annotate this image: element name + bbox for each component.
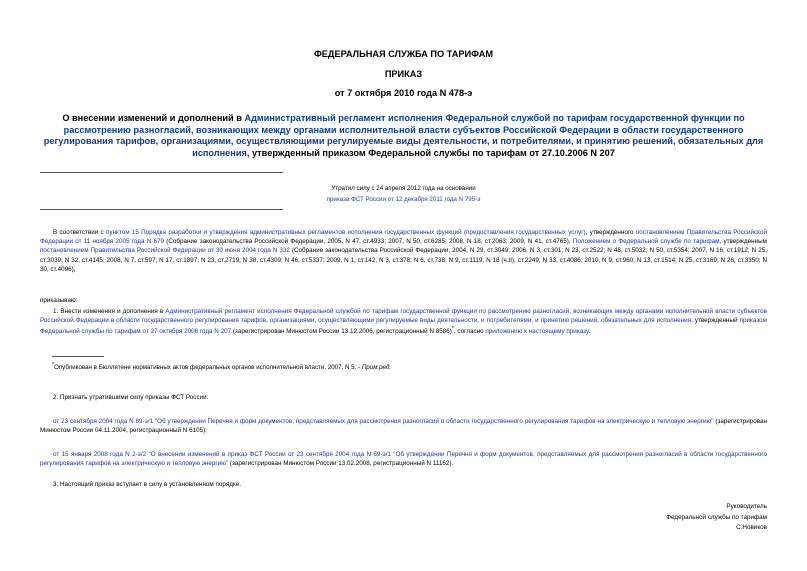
signature-position: Руководитель bbox=[726, 503, 767, 510]
link-government-decree-332[interactable]: постановлением Правительства Российской Федерации от 30 июня 2004 года N 332 bbox=[40, 247, 290, 255]
document-title bbox=[40, 113, 767, 159]
status-line-1: Утратил силу с 24 апреля 2012 года на основании bbox=[331, 185, 476, 192]
divider-top bbox=[40, 172, 283, 173]
signature-block bbox=[567, 502, 767, 534]
link-government-decree-679[interactable]: постановлением Правительства Российской Федерации от 11 ноября 2005 года N 679 bbox=[40, 229, 767, 246]
footnote-marker: * bbox=[451, 326, 454, 333]
signature-organization: Федеральной службы по тарифам bbox=[666, 513, 767, 521]
link-procedure-point-15[interactable]: пунктом 15 Порядка разработки и утверждения административных регламентов исполнения государственных функций (предоставления государственных услуг) bbox=[106, 229, 586, 236]
orders-word: приказываю: bbox=[40, 297, 78, 304]
item-2-heading: 2. Признать утратившими силу приказы ФСТ России: bbox=[53, 394, 209, 401]
doc-date-number: от 7 октября 2010 года N 478-э bbox=[334, 88, 473, 98]
title-regulation-link[interactable]: Административный регламент исполнения Федеральной службой по тарифам государственной функции по рассмотрению разногласий, возникающих между органами исполнительной власти субъектов Российской Федерации в области государственного регулирования тарифов, организациями, осуществляющими регулируемые виды деятельности, и потребителями, и принятию решений, обязательных для исполнения bbox=[43, 113, 764, 158]
footnote-divider bbox=[52, 356, 104, 357]
link-administrative-regulation[interactable]: Административный регламент исполнения Федеральной службой по тарифам государственной функции по рассмотрению разногласий, возникающих между органами исполнительной власти субъектов Российской Федерации в области государственного регулирования тарифов, организациями, осуществляющими регулируемые виды деятельности, и потребителями, и принятию решений, обязательных для исполнения bbox=[40, 308, 767, 325]
signature-name: С.Новиков bbox=[736, 524, 767, 531]
link-appendix[interactable]: приложению к настоящему приказу bbox=[485, 328, 589, 336]
link-order-89-e-1[interactable]: от 23 сентября 2004 года N 89-э/1 "Об утверждении Перечня и форм документов, представляемых для рассмотрения разногласий в области государственного регулирования тарифов на электрическую и тепловую энергию" bbox=[53, 418, 714, 425]
status-repeal-link[interactable]: приказа ФСТ России от 12 декабря 2011 года N 795-э bbox=[326, 196, 481, 203]
preamble-paragraph: В соответствии с пунктом 15 Порядка разработки и утверждения административных регламентов исполнения государственных функций (предоставления государственных услуг), утвержденного постановлением Правительства Российской Федерации от 11 ноября 2005 года N 679 (Собрание законодательства Российской Федерации, 2005, N 47, ст.4933; 2007, N 50, ст.6285; 2008, N 18, ст.2063; 2009, N 41, ст.4765), Положением о Федеральной службе по тарифам, утвержденным постановлением Правительства Российской Федерации от 30 июня 2004 года N 332 (Собрание законодательства Российской Федерации, 2004, N 29, ст.3049; 2006, N 3, ст.301; N 23, ст.2522; N 48, ст.5032; N 50, ст.5354; 2007, N 16, ст.1912; N 25, ст.3039; N 32, ст.4145; 2008, N 7, ст.597; N 17, ст.1897; N 23, ст.2719; N 38, ст.4309; N 46, ст.5337; 2009, N 1, ст.142; N 3, ст.378; N 6, ст.738; N 9, ст.1119; N 18 (ч.II), ст.2249; N 33, ст.4086; 2010, N 9, ст.960; N 13, ст.1514; N 25, ст.3169; N 26, ст.3350; N 30, ст.4096), bbox=[40, 229, 767, 273]
title-prefix: О внесении изменений и дополнений в bbox=[62, 113, 245, 123]
divider-bottom bbox=[40, 209, 283, 210]
link-order-207[interactable]: приказом Федеральной службы по тарифам от 27 октября 2006 года N 207 bbox=[40, 317, 767, 336]
item-2a-paragraph: от 23 сентября 2004 года N 89-э/1 "Об утверждении Перечня и форм документов, представляемых для рассмотрения разногласий в области государственного регулирования тарифов на электрическую и тепловую энергию" (зарегистрирован Минюстом России 04.11.2004, регистрационный N 6105); bbox=[40, 418, 767, 435]
footnote: *Опубликован в Бюллетене нормативных актов федеральных органов исполнительной власти, 2007, N 5. - Прим.ред. bbox=[52, 362, 392, 372]
doc-type-heading: ПРИКАЗ bbox=[384, 69, 423, 79]
agency-heading: ФЕДЕРАЛЬНАЯ СЛУЖБА ПО ТАРИФАМ bbox=[313, 49, 494, 59]
title-suffix: , утвержденный приказом Федеральной службы по тарифам от 27.10.2006 N 207 bbox=[246, 147, 615, 158]
link-fst-regulation[interactable]: Положением о Федеральной службе по тарифам bbox=[572, 238, 720, 246]
item-2b-paragraph: от 15 января 2008 года N 2-э/2 "О внесении изменений в приказ ФСТ России от 23 сентября 2004 года N 89-э/1 "Об утверждении Перечня и форм документов, представляемых для рассмотрения разногласий в области государственного регулирования тарифов на электрическую и тепловую энергию" (зарегистрирован Минюстом России 13.02.2008, регистрационный N 11162). bbox=[40, 451, 767, 468]
link-order-2-e-2[interactable]: от 15 января 2008 года N 2-э/2 "О внесении изменений в приказ ФСТ России от 23 сентября 2004 года N 89-э/1 "Об утверждении Перечня и форм документов, представляемых для рассмотрения разногласий в области государственного регулирования тарифов на электрическую и тепловую энергию" bbox=[40, 451, 767, 468]
item-1-paragraph: 1. Внести изменения и дополнения в Административный регламент исполнения Федеральной службой по тарифам государственной функции по рассмотрению разногласий, возникающих между органами исполнительной власти субъектов Российской Федерации в области государственного регулирования тарифов, организациями, осуществляющими регулируемые виды деятельности, и потребителями, и принятию решений, обязательных для исполнения, утвержденный приказом Федеральной службы по тарифам от 27 октября 2006 года N 207 (зарегистрирован Минюстом России 13.12.2006, регистрационный N 8586)*, согласно приложению к настоящему приказу. bbox=[40, 308, 767, 336]
item-3-paragraph: 3. Настоящий приказ вступает в силу в установленном порядке. bbox=[53, 481, 242, 488]
